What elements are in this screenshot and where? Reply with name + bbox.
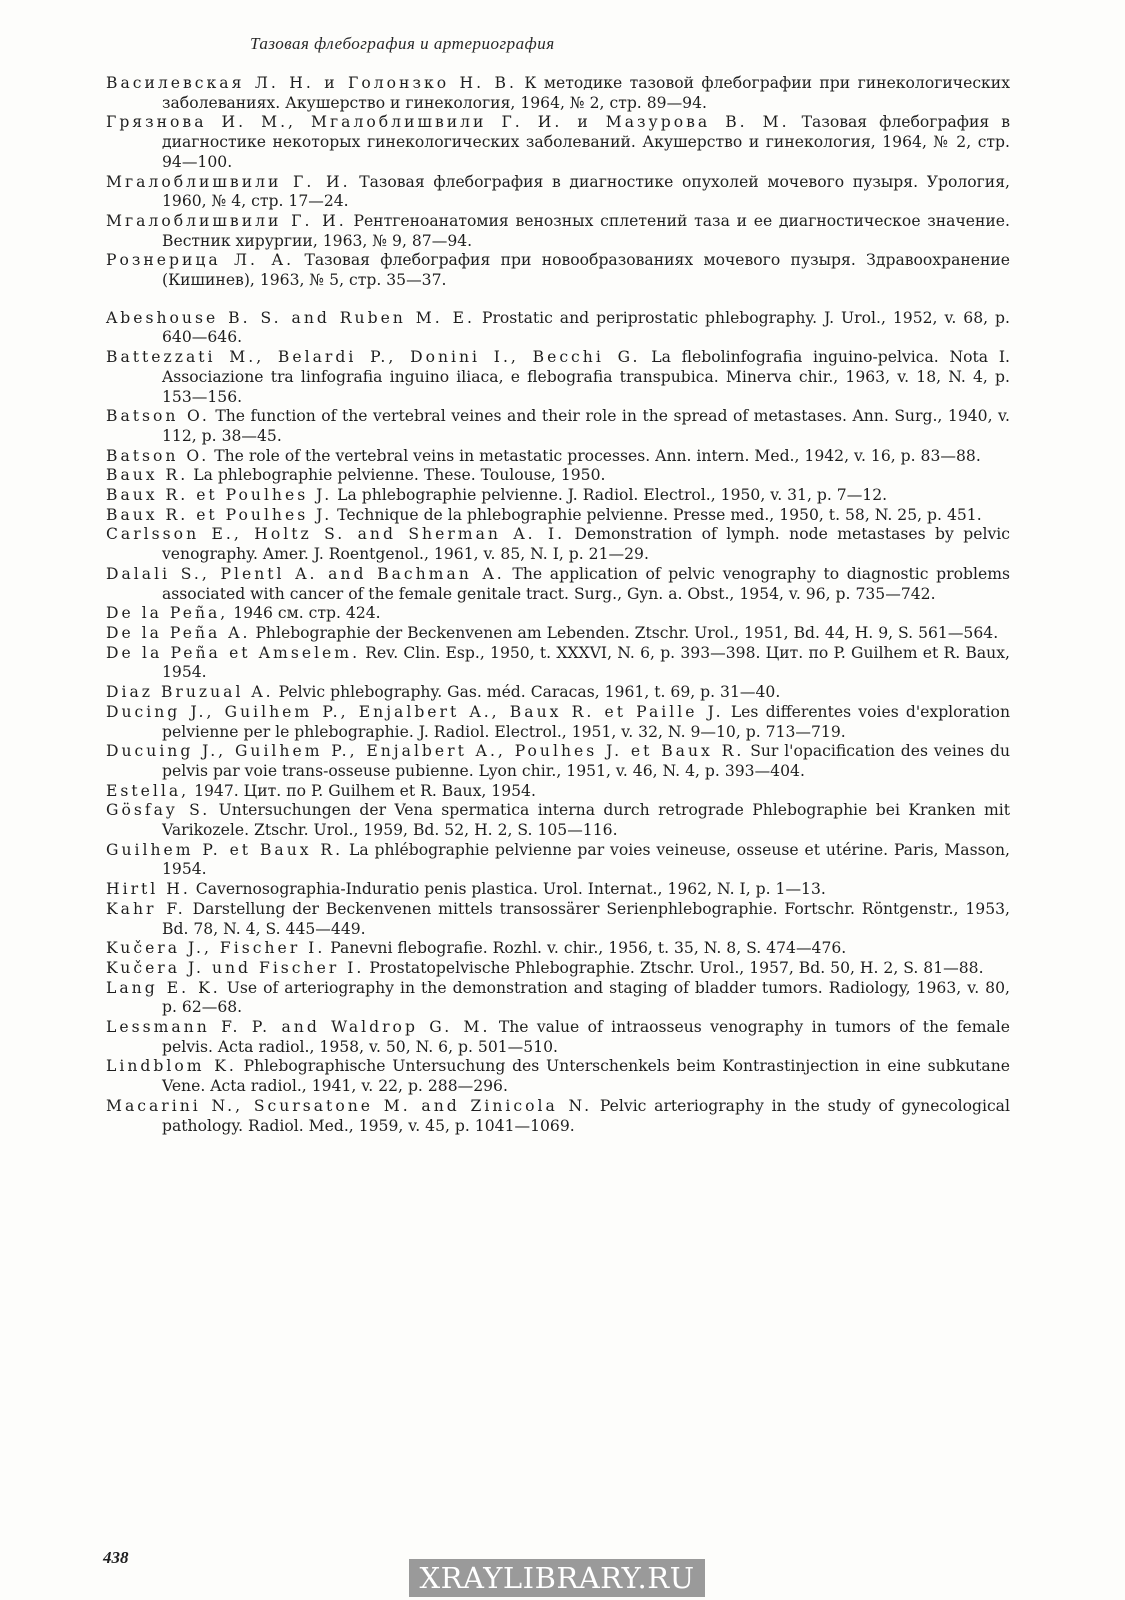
reference-citation: The value of intraosseus venography in tumors of the female pelvis. Acta radiol., 1958, v. 50, N. 6, p. 501—510. — [162, 1018, 1010, 1056]
reference-entry — [106, 251, 1010, 290]
reference-citation: Darstellung der Beckenvenen mittels transossärer Serienphlebographie. Fortschr. Röntgenstr., 1953, Bd. 78, N. 4, S. 445—449. — [162, 899, 1010, 938]
reference-author: Hirtl H. — [106, 880, 191, 899]
reference-citation: Тазовая флебография в диагностике опухолей мочевого пузыря. Урология, 1960, № 4, стр. 17—24. — [162, 172, 1010, 211]
reference-author: Baux R. — [106, 466, 189, 485]
reference-entry — [106, 1018, 1010, 1057]
reference-author: Dalali S., Plentl A. and Bachman A. — [106, 564, 505, 583]
reference-citation: La phlebographie pelvienne. J. Radiol. Electrol., 1950, v. 31, p. 7—12. — [337, 486, 888, 505]
reference-entry — [106, 782, 1010, 802]
reference-entry — [106, 959, 1010, 979]
reference-citation: Untersuchungen der Vena spermatica interna durch retrograde Phlebographie bei Kranken mit Varikozele. Ztschr. Urol., 1959, Bd. 52, H. 2, S. 105—116. — [162, 801, 1010, 840]
reference-citation: The role of the vertebral veins in metastatic processes. Ann. intern. Med., 1942, v. 16, p. 83—88. — [214, 446, 981, 465]
reference-entry — [106, 703, 1010, 742]
reference-entry — [106, 173, 1010, 212]
reference-author: Guilhem P. et Baux R. — [106, 840, 344, 859]
reference-entry — [106, 486, 1010, 506]
reference-citation: Cavernosographia-Induratio penis plastica. Urol. Internat., 1962, N. I, p. 1—13. — [195, 880, 826, 899]
reference-entry — [106, 113, 1010, 172]
reference-author: De la Peña A. — [106, 623, 251, 642]
reference-citation: 1946 см. стр. 424. — [233, 604, 381, 623]
reference-entry — [106, 466, 1010, 486]
reference-citation: Тазовая флебография при новообразованиях мочевого пузыря. Здравоохранение (Кишинев), 1963, № 5, стр. 35—37. — [162, 251, 1011, 290]
reference-author: Мгалоблишвили Г. И. — [106, 172, 351, 191]
reference-citation: Phlebographische Untersuchung des Unterschenkels beim Kontrastinjection in eine subkutane Vene. Acta radiol., 1941, v. 22, p. 288—296. — [162, 1057, 1011, 1096]
reference-citation: Technique de la phlebographie pelvienne. Presse med., 1950, t. 58, N. 25, p. 451. — [337, 505, 982, 524]
page-number: 438 — [103, 1548, 129, 1567]
reference-citation: Les differentes voies d'exploration pelvienne per le phlebographie. J. Radiol. Electrol., 1951, v. 32, N. 9—10, p. 713—719. — [162, 702, 1010, 741]
reference-list — [106, 74, 1010, 1136]
reference-citation: La flebolinfografia inguino-pelvica. Nota I. Associazione tra linfografia inguino iliaca, e flebografia transpubica. Minerva chir., 1963, v. 18, N. 4, p. 153—156. — [162, 348, 1010, 406]
reference-author: Kučera J. und Fischer I. — [106, 958, 365, 977]
reference-citation: The application of pelvic venography to diagnostic problems associated with cancer of the female genitale tract. Surg., Gyn. a. Obst., 1954, v. 96, p. 735—742. — [162, 564, 1010, 603]
reference-author: Lang E. K. — [106, 978, 221, 997]
reference-entry — [106, 644, 1010, 683]
reference-citation: Rev. Clin. Esp., 1950, t. XXXVI, N. 6, p. 393—398. Цит. по P. Guilhem et R. Baux, 1954. — [162, 643, 1010, 682]
reference-author: Gösfay S. — [106, 801, 211, 820]
reference-entry — [106, 683, 1010, 703]
reference-author: Kahr F. — [106, 899, 186, 918]
reference-entry — [106, 506, 1010, 526]
reference-author: Batson O. — [106, 407, 210, 426]
reference-citation: Pelvic arteriography in the study of gynecological pathology. Radiol. Med., 1959, v. 45, p. 1041—1069. — [162, 1096, 1010, 1135]
reference-author: De la Peña, — [106, 604, 229, 623]
reference-author: Estella, — [106, 781, 190, 800]
reference-citation: Sur l'opacification des veines du pelvis par voie trans-osseuse pubienne. Lyon chir., 1951, v. 46, N. 4, p. 393—404. — [162, 742, 1010, 780]
reference-author: Battezzati M., Belardi P., Donini I., Becchi G. — [106, 348, 641, 367]
reference-author: Carlsson E., Holtz S. and Sherman A. I. — [106, 525, 566, 544]
reference-group-foreign — [106, 309, 1010, 1137]
reference-author: Baux R. et Poulhes J. — [106, 505, 333, 524]
reference-author: Diaz Bruzual A. — [106, 683, 274, 702]
reference-citation: Demonstration of lymph. node metastases by pelvic venography. Amer. J. Roentgenol., 1961, v. 85, N. I, p. 21—29. — [162, 525, 1010, 564]
running-head: Тазовая флебография и артериография — [250, 34, 555, 53]
reference-author: Ducing J., Guilhem P., Enjalbert A., Baux R. et Paille J. — [106, 702, 724, 721]
reference-entry — [106, 212, 1010, 251]
reference-entry — [106, 525, 1010, 564]
reference-entry — [106, 624, 1010, 644]
reference-entry — [106, 841, 1010, 880]
reference-entry — [106, 348, 1010, 407]
reference-entry — [106, 604, 1010, 624]
reference-author: Lessmann F. P. and Waldrop G. M. — [106, 1018, 491, 1037]
reference-citation: Panevni flebografie. Rozhl. v. chir., 1956, t. 35, N. 8, S. 474—476. — [330, 939, 847, 958]
reference-author: Ducuing J., Guilhem P., Enjalbert A., Poulhes J. et Baux R. — [106, 742, 745, 761]
reference-citation: Рентгеноанатомия венозных сплетений таза и ее диагностическое значение. Вестник хирургии, 1963, № 9, 87—94. — [162, 211, 1010, 250]
reference-citation: La phlébographie pelvienne par voies veineuse, osseuse et utérine. Paris, Masson, 1954. — [162, 840, 1010, 879]
reference-citation: Prostatopelvische Phlebographie. Ztschr. Urol., 1957, Bd. 50, H. 2, S. 81—88. — [369, 958, 984, 977]
reference-entry — [106, 1097, 1010, 1136]
reference-author: Рознерица Л. А. — [106, 251, 295, 270]
reference-author: Грязнова И. М., Мгалоблишвили Г. И. и Мазурова В. М. — [106, 113, 790, 132]
reference-entry — [106, 447, 1010, 467]
reference-group-russian — [106, 74, 1010, 291]
reference-citation: La phlebographie pelvienne. These. Toulouse, 1950. — [193, 466, 606, 485]
reference-entry — [106, 309, 1010, 348]
reference-author: De la Peña et Amselem. — [106, 643, 361, 662]
reference-entry — [106, 801, 1010, 840]
watermark-banner: XRAYLIBRARY.RU — [409, 1559, 705, 1597]
reference-citation: Phlebographie der Beckenvenen am Lebenden. Ztschr. Urol., 1951, Bd. 44, H. 9, S. 561—564. — [255, 623, 999, 642]
reference-author: Abeshouse B. S. and Ruben M. E. — [106, 308, 476, 327]
reference-entry — [106, 565, 1010, 604]
reference-entry — [106, 1057, 1010, 1096]
reference-author: Мгалоблишвили Г. И. — [106, 211, 347, 230]
reference-citation: Prostatic and periprostatic phlebography. J. Urol., 1952, v. 68, p. 640—646. — [162, 308, 1010, 347]
reference-citation: К методике тазовой флебографии при гинекологических заболеваниях. Акушерство и гинекология, 1964, № 2, стр. 89—94. — [162, 74, 1010, 112]
reference-author: Kučera J., Fischer I. — [106, 939, 326, 958]
reference-author: Lindblom K. — [106, 1057, 237, 1076]
reference-entry — [106, 900, 1010, 939]
reference-entry — [106, 74, 1010, 113]
reference-citation: The function of the vertebral veines and their role in the spread of metastases. Ann. Surg., 1940, v. 112, p. 38—45. — [162, 407, 1010, 445]
reference-entry — [106, 939, 1010, 959]
reference-author: Василевская Л. Н. и Голонзко Н. В. — [106, 74, 517, 92]
reference-entry — [106, 742, 1010, 781]
reference-citation: Pelvic phlebography. Gas. méd. Caracas, 1961, t. 69, p. 31—40. — [278, 683, 781, 702]
reference-author: Baux R. et Poulhes J. — [106, 486, 333, 505]
reference-author: Macarini N., Scursatone M. and Zinicola N. — [106, 1096, 593, 1115]
reference-entry — [106, 979, 1010, 1018]
reference-author: Batson O. — [106, 446, 210, 465]
reference-citation: 1947. Цит. по P. Guilhem et R. Baux, 1954. — [194, 781, 536, 800]
reference-entry — [106, 880, 1010, 900]
reference-entry — [106, 407, 1010, 446]
reference-citation: Тазовая флебография в диагностике некоторых гинекологических заболеваний. Акушерство и гинекология, 1964, № 2, стр. 94—100. — [162, 113, 1010, 171]
reference-citation: Use of arteriography in the demonstration and staging of bladder tumors. Radiology, 1963, v. 80, p. 62—68. — [162, 978, 1010, 1017]
